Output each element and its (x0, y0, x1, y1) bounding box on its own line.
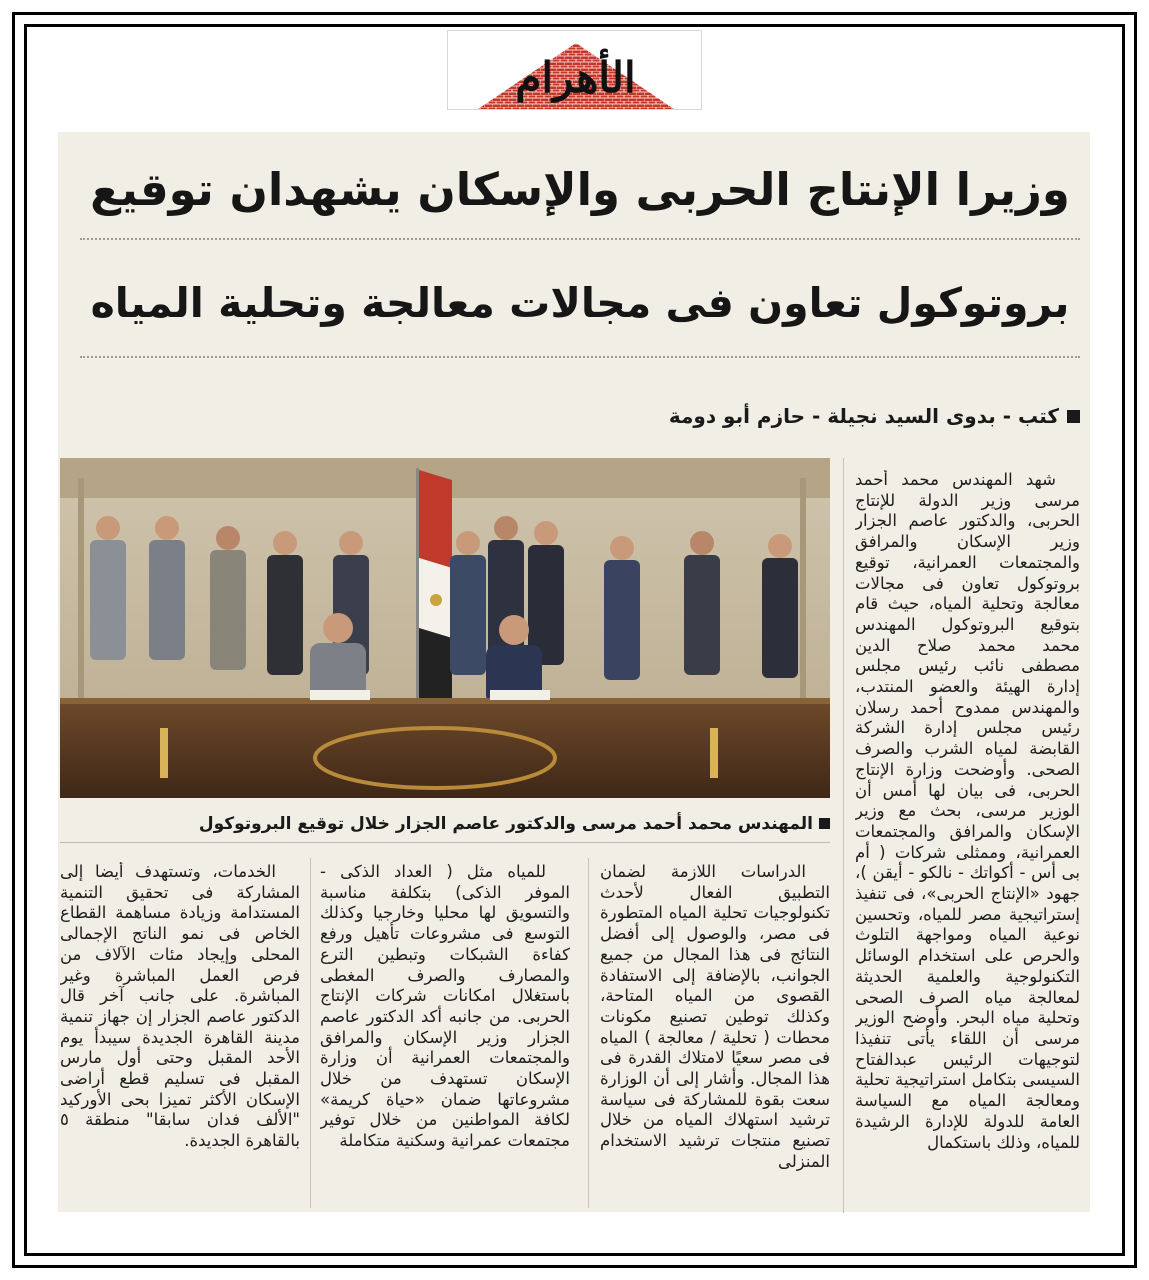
article-text: للمياه مثل ( العداد الذكى - الموفر الذكى) بتكلفة مناسبة والتسويق لها محليا وخارجيا وكذلك التوسع فى مشروعات تأهيل ورفع كفاءة الشبكات وتبطين الترع والمصارف والصرف المغطى باستغلال امكانات شركات الإنتاج الحربى. من جانبه أكد الدكتور عاصم الجزار وزير الإسكان والمرافق والمجتمعات العمرانية أن وزارة الإسكان تستهدف من خلال مشروعاتها ضمان «حياة كريمة» لكافة المواطنين من خلال توفير مجتمعات عمرانية وسكنية متكاملة (320, 862, 570, 1151)
column-divider (588, 858, 589, 1208)
headline-line-1: وزيرا الإنتاج الحربى والإسكان يشهدان توقيع (90, 163, 1070, 216)
newspaper-logo (447, 30, 702, 110)
article-column-1 (855, 470, 1080, 1215)
article-column-3 (320, 862, 570, 1212)
caption-divider (60, 842, 830, 843)
signing-ceremony-image (60, 458, 830, 798)
article-column-4 (60, 862, 300, 1212)
headline-divider (80, 356, 1080, 358)
byline-text: كتب - بدوى السيد نجيلة - حازم أبو دومة (668, 404, 1059, 428)
byline-bullet-icon (1067, 410, 1080, 423)
article-text: الخدمات، وتستهدف أيضا إلى المشاركة فى تحقيق التنمية المستدامة وزيادة مساهمة القطاع الخاص فى نمو الناتج الإجمالى المحلى وإيجاد مئات الآلاف من فرص العمل المباشرة وغير المباشرة. على جانب آخر قال الدكتور عاصم الجزار إن جهاز تنمية مدينة القاهرة الجديدة سيبدأ يوم الأحد المقبل وحتى أول مارس المقبل فى تسليم قطع أراضى الإسكان الأكثر تميزا بحى الأوركيد "الألف فدان سابقا" منطقة ٥ بالقاهرة الجديدة. (60, 862, 300, 1151)
caption-text: المهندس محمد أحمد مرسى والدكتور عاصم الجزار خلال توقيع البروتوكول (198, 814, 813, 834)
byline (620, 404, 1080, 428)
caption-bullet-icon (819, 818, 830, 829)
column-divider (310, 858, 311, 1208)
photo-caption (200, 814, 830, 834)
article-column-2 (600, 862, 830, 1212)
headline-line-2: بروتوكول تعاون فى مجالات معالجة وتحلية المياه (90, 279, 1070, 327)
headline-divider (80, 238, 1080, 240)
article-text: الدراسات اللازمة لضمان التطبيق الفعال لأحدث تكنولوجيات تحلية المياه المتطورة فى مصر، والوصول إلى أفضل النتائج فى هذا المجال من جميع الجوانب، بالإضافة إلى الاستفادة القصوى من المياه المتاحة، وكذلك توطين تصنيع مكونات محطات ( تحلية / معالجة ) المياه فى مصر سعيًا لامتلاك القدرة فى هذا المجال. وأشار إلى أن الوزارة سعت بقوة للمشاركة فى سياسة ترشيد استهلاك المياه من خلال تصنيع منتجات ترشيد الاستخدام المنزلى (600, 862, 830, 1171)
logo-text: الأهرام (515, 53, 636, 102)
article-text: شهد المهندس محمد أحمد مرسى وزير الدولة للإنتاج الحربى، والدكتور عاصم الجزار وزير الإسكان والمرافق والمجتمعات العمرانية، توقيع بروتوكول تعاون فى مجالات معالجة وتحلية المياه، حيث قام بتوقيع البروتوكول المهندس محمد محمد صلاح الدين مصطفى نائب رئيس مجلس إدارة الهيئة والعضو المنتدب، والمهندس ممدوح أحمد رسلان رئيس مجلس إدارة الشركة القابضة لمياه الشرب والصرف الصحى. وأوضحت وزارة الإنتاج الحربى، فى بيان لها أمس أن الوزير مرسى، بحث مع وزير الإسكان والمرافق والمجتمعات العمرانية، وممثلى شركات ( أم بى أس - أكواتك - نالكو - أيقن )، جهود «الإنتاج الحربى»، فى تنفيذ إستراتيجية مصر للمياه، وتحسين نوعية المياه ومواجهة التلوث والحرص على استخدام الوسائل التكنولوجية والعلمية الحديثة لمعالجة مياه الصرف الصحى وتحلية مياه البحر. وأوضح الوزير مرسى أن اللقاء يأتى تنفيذا لتوجيهات الرئيس عبدالفتاح السيسى بتكامل استراتيجية تحلية ومعالجة المياه مع السياسة العامة للدولة للإدارة الرشيدة للمياه، وذلك باستكمال (855, 470, 1080, 1152)
signing-photo (60, 458, 830, 798)
column-divider (843, 458, 844, 1213)
